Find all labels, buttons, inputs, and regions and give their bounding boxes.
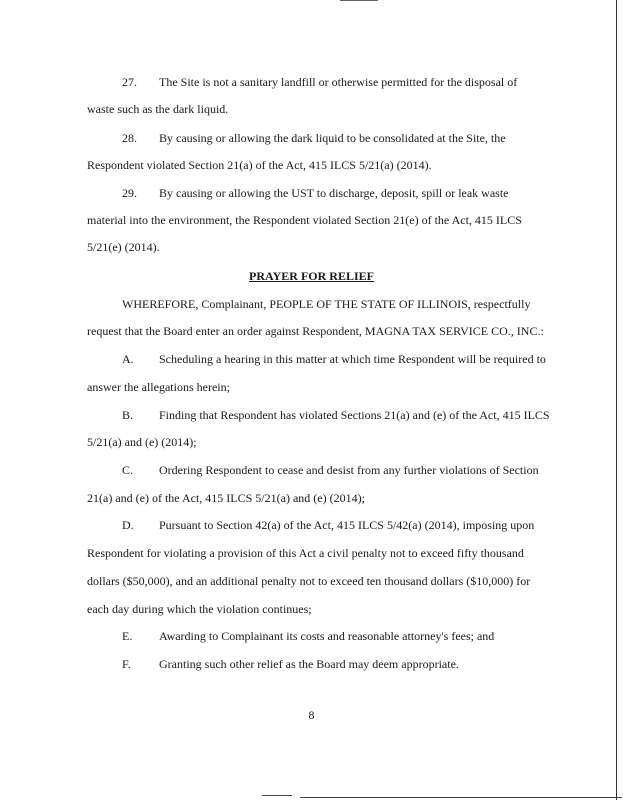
scan-edge-top <box>340 0 378 1</box>
section-heading: PRAYER FOR RELIEF <box>249 269 374 283</box>
paragraph-number: 29. <box>122 186 137 200</box>
relief-letter: E. <box>122 629 133 643</box>
relief-letter: F. <box>122 657 131 671</box>
relief-item-text: answer the allegations herein; <box>87 380 230 394</box>
paragraph-text: waste such as the dark liquid. <box>87 102 229 116</box>
relief-item-text: Scheduling a hearing in this matter at which time Respondent will be required to <box>159 352 546 366</box>
paragraph-text: Respondent violated Section 21(a) of the Act, 415 ILCS 5/21(a) (2014). <box>87 158 432 172</box>
paragraph-text: By causing or allowing the UST to discharge, deposit, spill or leak waste <box>159 186 509 200</box>
relief-item-text: Awarding to Complainant its costs and reasonable attorney's fees; and <box>159 629 495 643</box>
page-number: 8 <box>308 708 315 722</box>
scan-edge-bottom-right <box>300 797 622 798</box>
scan-edge-bottom-left <box>262 795 292 796</box>
paragraph-number: 28. <box>122 131 137 145</box>
relief-letter: C. <box>122 463 134 477</box>
relief-item-text: Pursuant to Section 42(a) of the Act, 415 ILCS 5/42(a) (2014), imposing upon <box>159 518 535 532</box>
relief-item-text: 5/21(a) and (e) (2014); <box>87 435 197 449</box>
relief-letter: D. <box>122 518 134 532</box>
scan-edge-right <box>616 0 617 800</box>
relief-letter: B. <box>122 408 134 422</box>
paragraph-text: material into the environment, the Respondent violated Section 21(e) of the Act, 415 ILCS <box>87 213 522 227</box>
paragraph-text: 5/21(e) (2014). <box>87 240 160 254</box>
relief-item-text: 21(a) and (e) of the Act, 415 ILCS 5/21(a) and (e) (2014); <box>87 491 365 505</box>
relief-item-text: each day during which the violation continues; <box>87 602 312 616</box>
prayer-intro: request that the Board enter an order against Respondent, MAGNA TAX SERVICE CO., INC.: <box>87 324 544 338</box>
paragraph-number: 27. <box>122 75 137 89</box>
prayer-intro: WHEREFORE, Complainant, PEOPLE OF THE STATE OF ILLINOIS, respectfully <box>122 297 531 311</box>
relief-item-text: Granting such other relief as the Board may deem appropriate. <box>159 657 459 671</box>
paragraph-text: The Site is not a sanitary landfill or otherwise permitted for the disposal of <box>159 75 518 89</box>
paragraph-text: By causing or allowing the dark liquid to be consolidated at the Site, the <box>159 131 506 145</box>
relief-item-text: Ordering Respondent to cease and desist from any further violations of Section <box>159 463 539 477</box>
relief-item-text: Respondent for violating a provision of this Act a civil penalty not to exceed fifty thousand <box>87 546 524 560</box>
relief-item-text: Finding that Respondent has violated Sections 21(a) and (e) of the Act, 415 ILCS <box>159 408 550 422</box>
relief-letter: A. <box>122 352 134 366</box>
relief-item-text: dollars ($50,000), and an additional penalty not to exceed ten thousand dollars ($10,000) for <box>87 574 531 588</box>
